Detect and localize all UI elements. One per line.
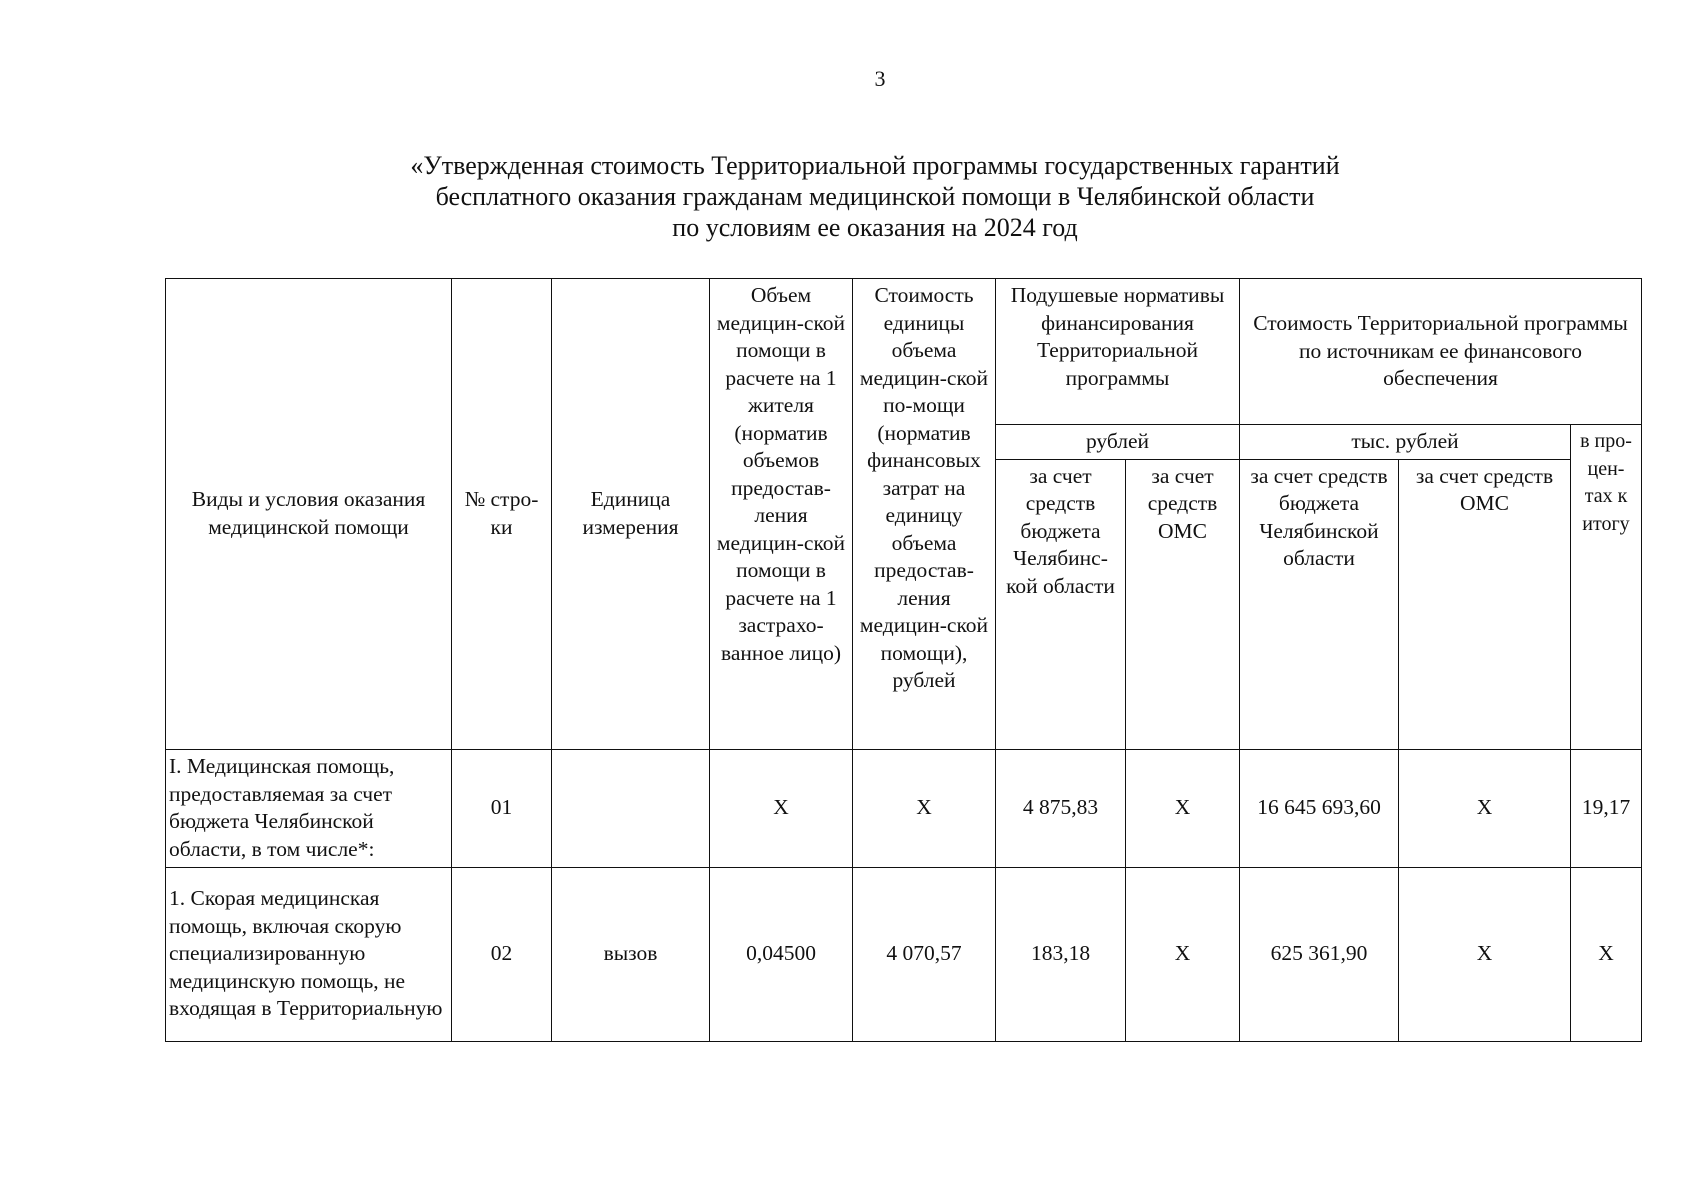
row-volume: 0,04500	[710, 867, 853, 1041]
header-volume: Объем медицин-ской помощи в расчете на 1 жителя (норматив объемов предостав-ления медицин-ской помощи в расчете на 1 застрахо-ванное лицо)	[710, 279, 853, 750]
row-oms-total: X	[1399, 867, 1571, 1041]
header-budget-per-capita: за счет средств бюджета Челябинс-кой области	[996, 459, 1126, 749]
header-percent: в про-цен-тах к итогу	[1571, 425, 1642, 750]
title-line-1: «Утвержденная стоимость Территориальной программы государственных гарантий	[410, 151, 1340, 180]
header-per-capita: Подушевые нормативы финансирования Территориальной программы	[996, 279, 1240, 425]
row-oms-total: X	[1399, 749, 1571, 867]
cost-table	[165, 278, 1642, 1042]
row-budget-total: 625 361,90	[1240, 867, 1399, 1041]
row-oms-per-capita: X	[1126, 867, 1240, 1041]
row-percent: 19,17	[1571, 749, 1642, 867]
header-rubles: рублей	[996, 425, 1240, 460]
row-cost: X	[853, 749, 996, 867]
page-number: 3	[874, 66, 886, 91]
row-percent: X	[1571, 867, 1642, 1041]
header-row-number: № стро-ки	[452, 279, 552, 750]
document-title	[170, 150, 1580, 243]
row-unit	[552, 749, 710, 867]
row-volume: X	[710, 749, 853, 867]
row-budget-total: 16 645 693,60	[1240, 749, 1399, 867]
header-unit: Единица измерения	[552, 279, 710, 750]
header-program-cost: Стоимость Территориальной программы по источникам ее финансового обеспечения	[1240, 279, 1642, 425]
header-oms-per-capita: за счет средств ОМС	[1126, 459, 1240, 749]
header-thousand-rubles: тыс. рублей	[1240, 425, 1571, 460]
row-number: 02	[452, 867, 552, 1041]
table-row	[166, 749, 1642, 867]
row-oms-per-capita: X	[1126, 749, 1240, 867]
table-row	[166, 867, 1642, 1041]
row-budget-per-capita: 183,18	[996, 867, 1126, 1041]
header-oms-total: за счет средств ОМС	[1399, 459, 1571, 749]
header-kinds: Виды и условия оказания медицинской помощи	[166, 279, 452, 750]
title-line-2: бесплатного оказания гражданам медицинской помощи в Челябинской области	[435, 182, 1315, 211]
row-cost: 4 070,57	[853, 867, 996, 1041]
row-budget-per-capita: 4 875,83	[996, 749, 1126, 867]
row-name: 1. Скорая медицинская помощь, включая скорую специализированную медицинскую помощь, не входящая в Территориальную	[166, 867, 452, 1041]
row-name: I. Медицинская помощь, предоставляемая за счет бюджета Челябинской области, в том числе*:	[166, 749, 452, 867]
row-unit: вызов	[552, 867, 710, 1041]
header-budget-total: за счет средств бюджета Челябинской области	[1240, 459, 1399, 749]
row-number: 01	[452, 749, 552, 867]
header-cost: Стоимость единицы объема медицин-ской по-мощи (норматив финансовых затрат на единицу объема предостав-ления медицин-ской помощи), рублей	[853, 279, 996, 750]
title-line-3: по условиям ее оказания на 2024 год	[672, 213, 1078, 242]
